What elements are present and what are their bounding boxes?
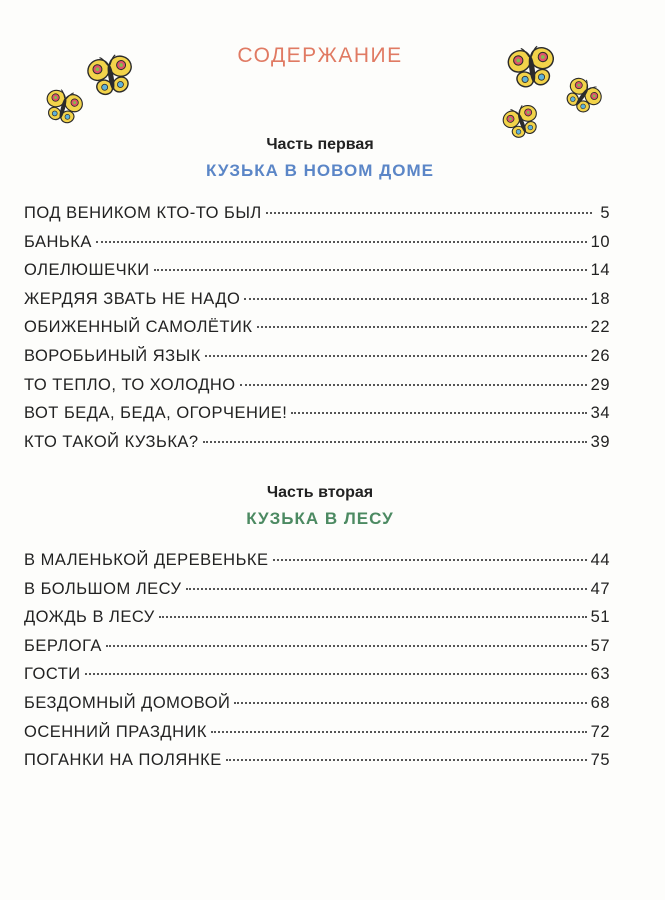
page-number: 14 [590,261,610,280]
chapter-title: ОЛЕЛЮШЕЧКИ [24,261,150,280]
dot-leader [273,559,587,561]
page-number: 18 [590,289,610,308]
toc-entry[interactable] [24,347,610,376]
part-two-title: КУЗЬКА В ЛЕСУ [246,509,394,528]
part-one-label: Часть первая [266,136,374,153]
dot-leader [96,241,587,243]
page-number: 47 [590,579,610,598]
toc-entry[interactable] [24,433,610,462]
dot-leader [186,588,587,590]
dot-leader [106,645,587,647]
dot-leader [244,298,586,300]
page-number: 22 [590,318,610,337]
page-number: 26 [590,346,610,365]
chapter-title: ТО ТЕПЛО, ТО ХОЛОДНО [24,375,236,394]
dot-leader [205,355,587,357]
chapter-title: ВОТ БЕДА, БЕДА, ОГОРЧЕНИЕ! [24,404,288,423]
toc-entry[interactable] [24,376,610,405]
part-one-title: КУЗЬКА В НОВОМ ДОМЕ [206,161,434,180]
toc-entry[interactable] [24,551,610,580]
page-number: 34 [590,404,610,423]
dot-leader [159,616,587,618]
chapter-title: БАНЬКА [24,232,92,251]
page-number: 51 [590,608,610,627]
dot-leader [257,326,587,328]
page-number: 68 [590,693,610,712]
toc-entry[interactable] [24,694,610,723]
chapter-title: ОБИЖЕННЫЙ САМОЛЁТИК [24,318,253,337]
page-number: 57 [590,636,610,655]
chapter-title: В БОЛЬШОМ ЛЕСУ [24,579,182,598]
toc-entry[interactable] [24,204,610,233]
chapter-title: ОСЕННИЙ ПРАЗДНИК [24,722,207,741]
page-number: 10 [590,232,610,251]
chapter-title: БЕРЛОГА [24,636,102,655]
page-title: СОДЕРЖАНИЕ [237,44,403,67]
dot-leader [154,269,587,271]
page-number: 29 [590,375,610,394]
toc-entry[interactable] [24,665,610,694]
toc-entry[interactable] [24,290,610,319]
page-number: 63 [590,665,610,684]
chapter-title: ПОГАНКИ НА ПОЛЯНКЕ [24,751,222,770]
dot-leader [203,441,587,443]
toc-entry[interactable] [24,261,610,290]
toc-entry[interactable] [24,608,610,637]
part-one-chapter-list [24,204,610,461]
page-number: 44 [590,551,610,569]
toc-entry[interactable] [24,751,610,780]
dot-leader [226,759,587,761]
page-number: 39 [590,432,610,451]
page-number: 5 [600,204,610,222]
dot-leader [234,702,586,704]
toc-entry[interactable] [24,404,610,433]
toc-entry[interactable] [24,318,610,347]
toc-entry[interactable] [24,580,610,609]
dot-leader [240,384,587,386]
chapter-title: ЖЕРДЯЯ ЗВАТЬ НЕ НАДО [24,289,241,308]
chapter-title: БЕЗДОМНЫЙ ДОМОВОЙ [24,693,231,712]
dot-leader [266,212,592,214]
chapter-title: ГОСТИ [24,665,81,684]
toc-entry[interactable] [24,637,610,666]
chapter-title: ПОД ВЕНИКОМ КТО-ТО БЫЛ [24,204,262,222]
dot-leader [291,412,586,414]
butterfly-icon [560,76,604,118]
page-number: 72 [590,722,610,741]
page-number: 75 [590,751,610,770]
part-two-label: Часть вторая [266,484,374,501]
dot-leader [211,731,587,733]
toc-entry[interactable] [24,723,610,752]
dot-leader [85,673,587,675]
chapter-title: ДОЖДЬ В ЛЕСУ [24,608,155,627]
chapter-title: ВОРОБЬИНЫЙ ЯЗЫК [24,346,201,365]
butterfly-icon [40,86,86,130]
chapter-title: КТО ТАКОЙ КУЗЬКА? [24,432,199,451]
part-two-chapter-list [24,551,610,780]
chapter-title: В МАЛЕНЬКОЙ ДЕРЕВЕНЬКЕ [24,551,269,569]
toc-entry[interactable] [24,233,610,262]
